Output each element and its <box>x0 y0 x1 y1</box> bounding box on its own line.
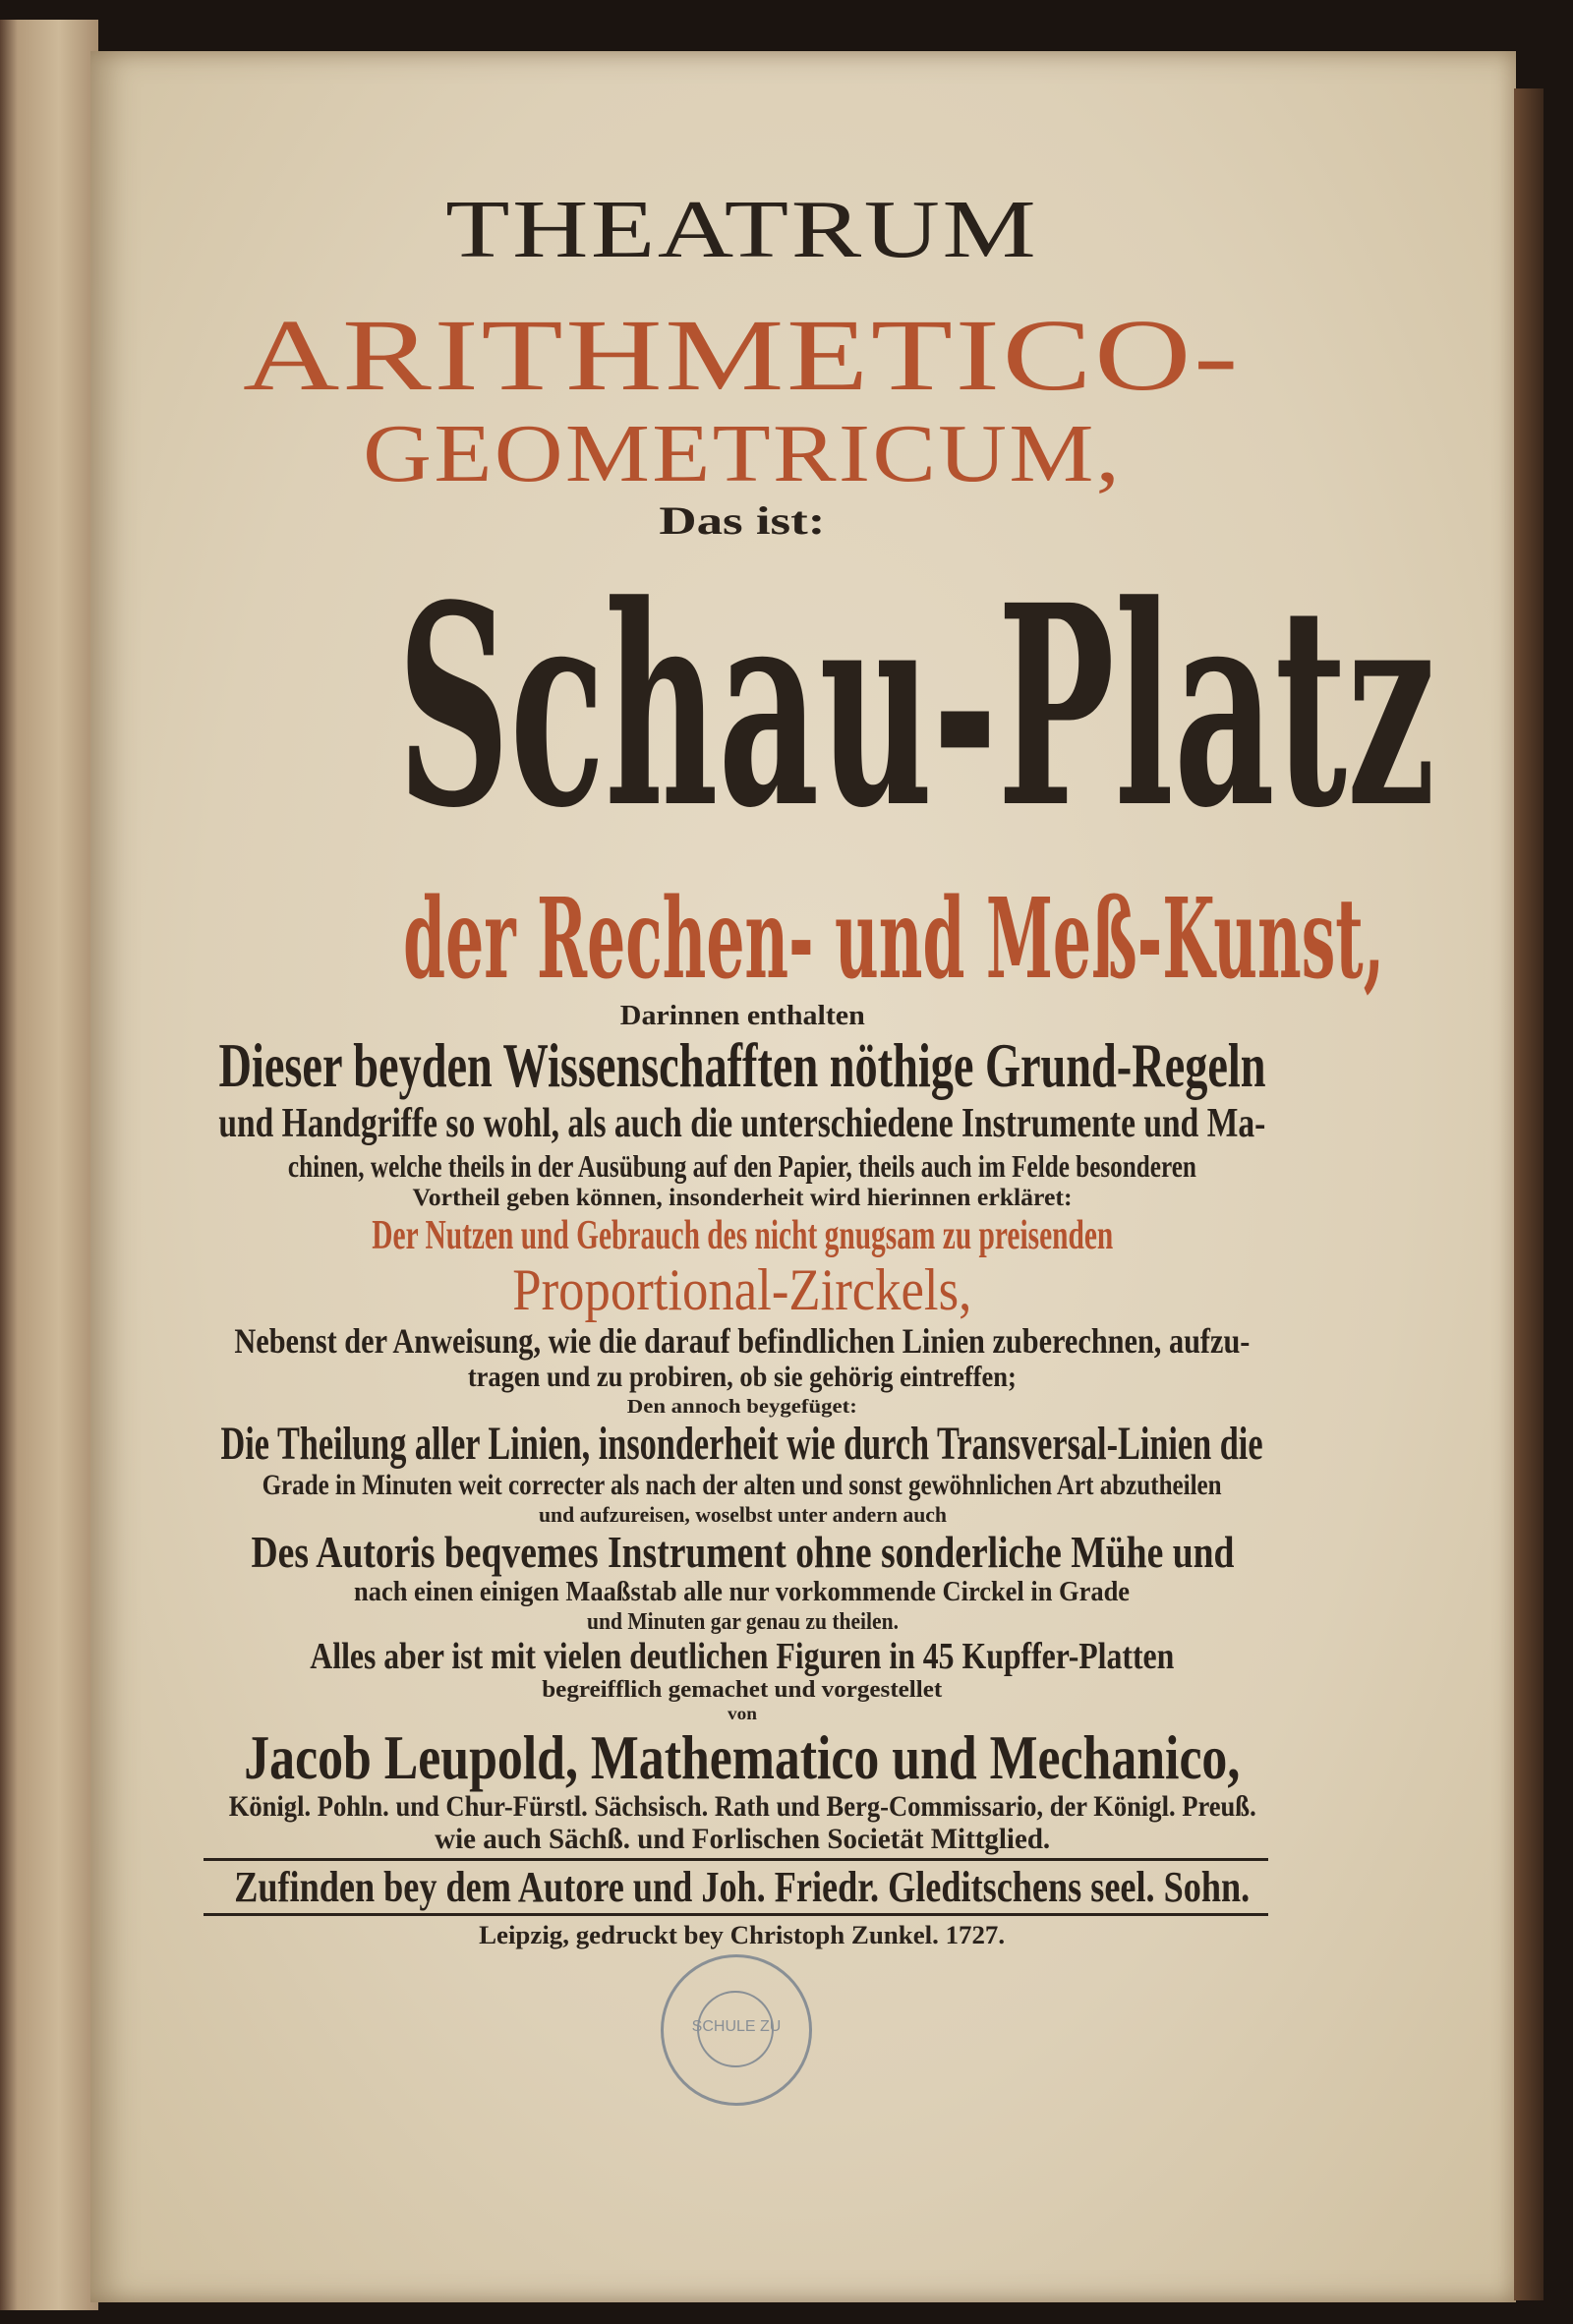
line-aufzureisen: und aufzureisen, woselbst unter andern auch <box>538 1502 947 1527</box>
line-minuten: und Minuten gar genau zu theilen. <box>586 1609 899 1635</box>
subtitle-rechen-und-mess-kunst: der Rechen- und Meß-Kunst, <box>403 875 1385 1004</box>
author-titles: Königl. Pohln. und Chur-Fürstl. Sächsisch. Rath und Berg-Commissario, der Königl. Preuß. <box>228 1790 1256 1823</box>
book-cover-edge <box>1514 88 1544 2300</box>
line-von: von <box>727 1704 757 1723</box>
line-darinnen: Darinnen enthalten <box>619 1001 865 1031</box>
line-handgriffe: und Handgriffe so wohl, als auch die unterschiedene Instrumente und Ma- <box>218 1101 1266 1146</box>
author-name: Jacob Leupold, Mathematico und Mechanico, <box>244 1722 1241 1792</box>
line-chinen: chinen, welche theils in der Ausübung auf den Papier, theils auch im Felde besonderen <box>288 1148 1196 1184</box>
title-geometricum: GEOMETRICUM, <box>362 408 1122 499</box>
publisher-line: Zufinden bey dem Autore und Joh. Friedr. Gleditschens seel. Sohn. <box>234 1863 1251 1911</box>
rule-top <box>204 1858 1268 1861</box>
line-begreifflich: begreifflich gemachet und vorgestellet <box>542 1677 943 1703</box>
line-dieser: Dieser beyden Wissenschafften nöthige Grund-Regeln <box>218 1030 1266 1100</box>
library-stamp <box>661 1954 812 2106</box>
line-alles: Alles aber ist mit vielen deutlichen Figuren in 45 Kupffer-Platten <box>310 1636 1175 1677</box>
das-ist: Das ist: <box>659 498 826 543</box>
line-tragen: tragen und zu probiren, ob sie gehörig eintreffen; <box>468 1361 1017 1393</box>
line-vortheil: Vortheil geben können, insonderheit wird hierinnen erkläret: <box>412 1185 1073 1211</box>
rule-bottom <box>204 1913 1268 1916</box>
title-theatrum: THEATRUM <box>445 184 1039 275</box>
line-proportional-zirckels: Proportional-Zirckels, <box>512 1257 972 1322</box>
stamp-center-text: SCHULE ZU <box>691 2018 782 2035</box>
author-societies: wie auch Sächß. und Forlischen Societät Mittglied. <box>435 1823 1050 1855</box>
line-grade: Grade in Minuten weit correcter als nach der alten und sonst gewöhnlichen Art abzutheilen <box>262 1469 1222 1501</box>
line-autoris: Des Autoris beqvemes Instrument ohne sonderliche Mühe und <box>250 1527 1234 1577</box>
line-annoch: Den annoch beygefüget: <box>626 1396 857 1418</box>
line-nebenst: Nebenst der Anweisung, wie die darauf befindlichen Linien zuberechnen, aufzu- <box>234 1321 1251 1361</box>
line-theilung: Die Theilung aller Linien, insonderheit wie durch Transversal-Linien die <box>220 1418 1263 1470</box>
line-nutzen: Der Nutzen und Gebrauch des nicht gnugsam zu preisenden <box>371 1213 1113 1258</box>
imprint-line: Leipzig, gedruckt bey Christoph Zunkel. 1727. <box>479 1921 1006 1949</box>
title-schau-platz: Schau-Platz <box>397 546 1436 869</box>
line-maasstab: nach einen einigen Maaßstab alle nur vorkommende Circkel in Grade <box>354 1577 1131 1607</box>
title-arithmetico: ARITHMETICO- <box>243 299 1242 412</box>
